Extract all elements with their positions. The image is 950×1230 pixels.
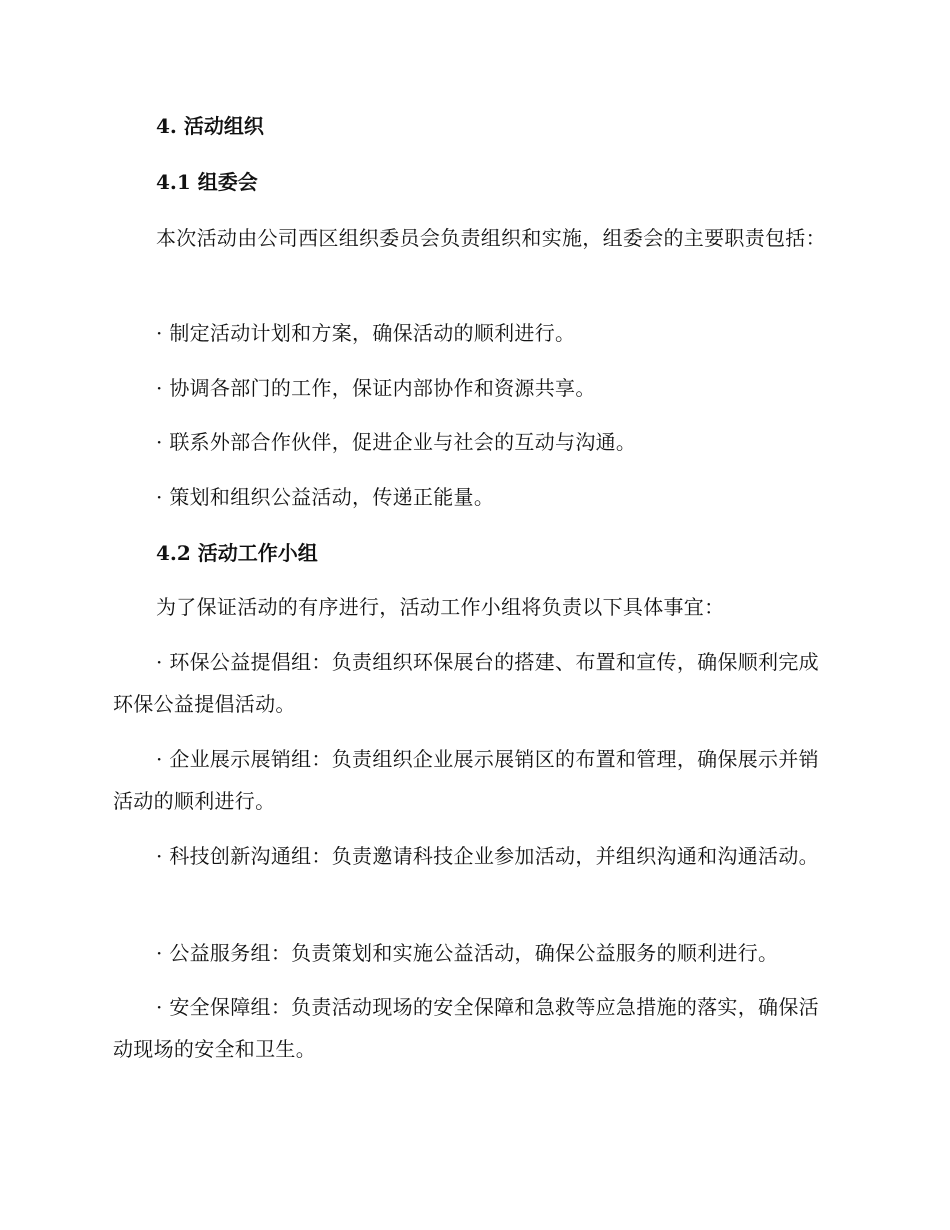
work-group-item: · 环保公益提倡组：负责组织环保展台的搭建、布置和宣传，确保顺利完成环保公益提倡活动。 — [113, 650, 819, 716]
committee-duty-item: · 策划和组织公益活动，传递正能量。 — [156, 485, 495, 509]
committee-duty-item: · 制定活动计划和方案，确保活动的顺利进行。 — [156, 321, 576, 345]
committee-duty-item: · 联系外部合作伙伴，促进企业与社会的互动与沟通。 — [156, 430, 637, 454]
committee-duty-item: · 协调各部门的工作，保证内部协作和资源共享。 — [156, 376, 596, 400]
subsection-title-work-groups: 4.2 活动工作小组 — [156, 541, 318, 565]
work-groups-intro-paragraph: 为了保证活动的有序进行，活动工作小组将负责以下具体事宜： — [156, 595, 725, 619]
work-group-item: · 科技创新沟通组：负责邀请科技企业参加活动，并组织沟通和沟通活动。 — [156, 844, 819, 868]
work-group-item: · 企业展示展销组：负责组织企业展示展销区的布置和管理，确保展示并销活动的顺利进行。 — [113, 747, 819, 813]
work-group-item: · 公益服务组：负责策划和实施公益活动，确保公益服务的顺利进行。 — [156, 941, 779, 965]
committee-intro-paragraph: 本次活动由公司西区组织委员会负责组织和实施，组委会的主要职责包括： — [156, 226, 826, 250]
section-title: 4. 活动组织 — [156, 114, 264, 138]
work-group-item: · 安全保障组：负责活动现场的安全保障和急救等应急措施的落实，确保活动现场的安全和卫生。 — [113, 995, 819, 1061]
subsection-title-committee: 4.1 组委会 — [156, 170, 258, 194]
